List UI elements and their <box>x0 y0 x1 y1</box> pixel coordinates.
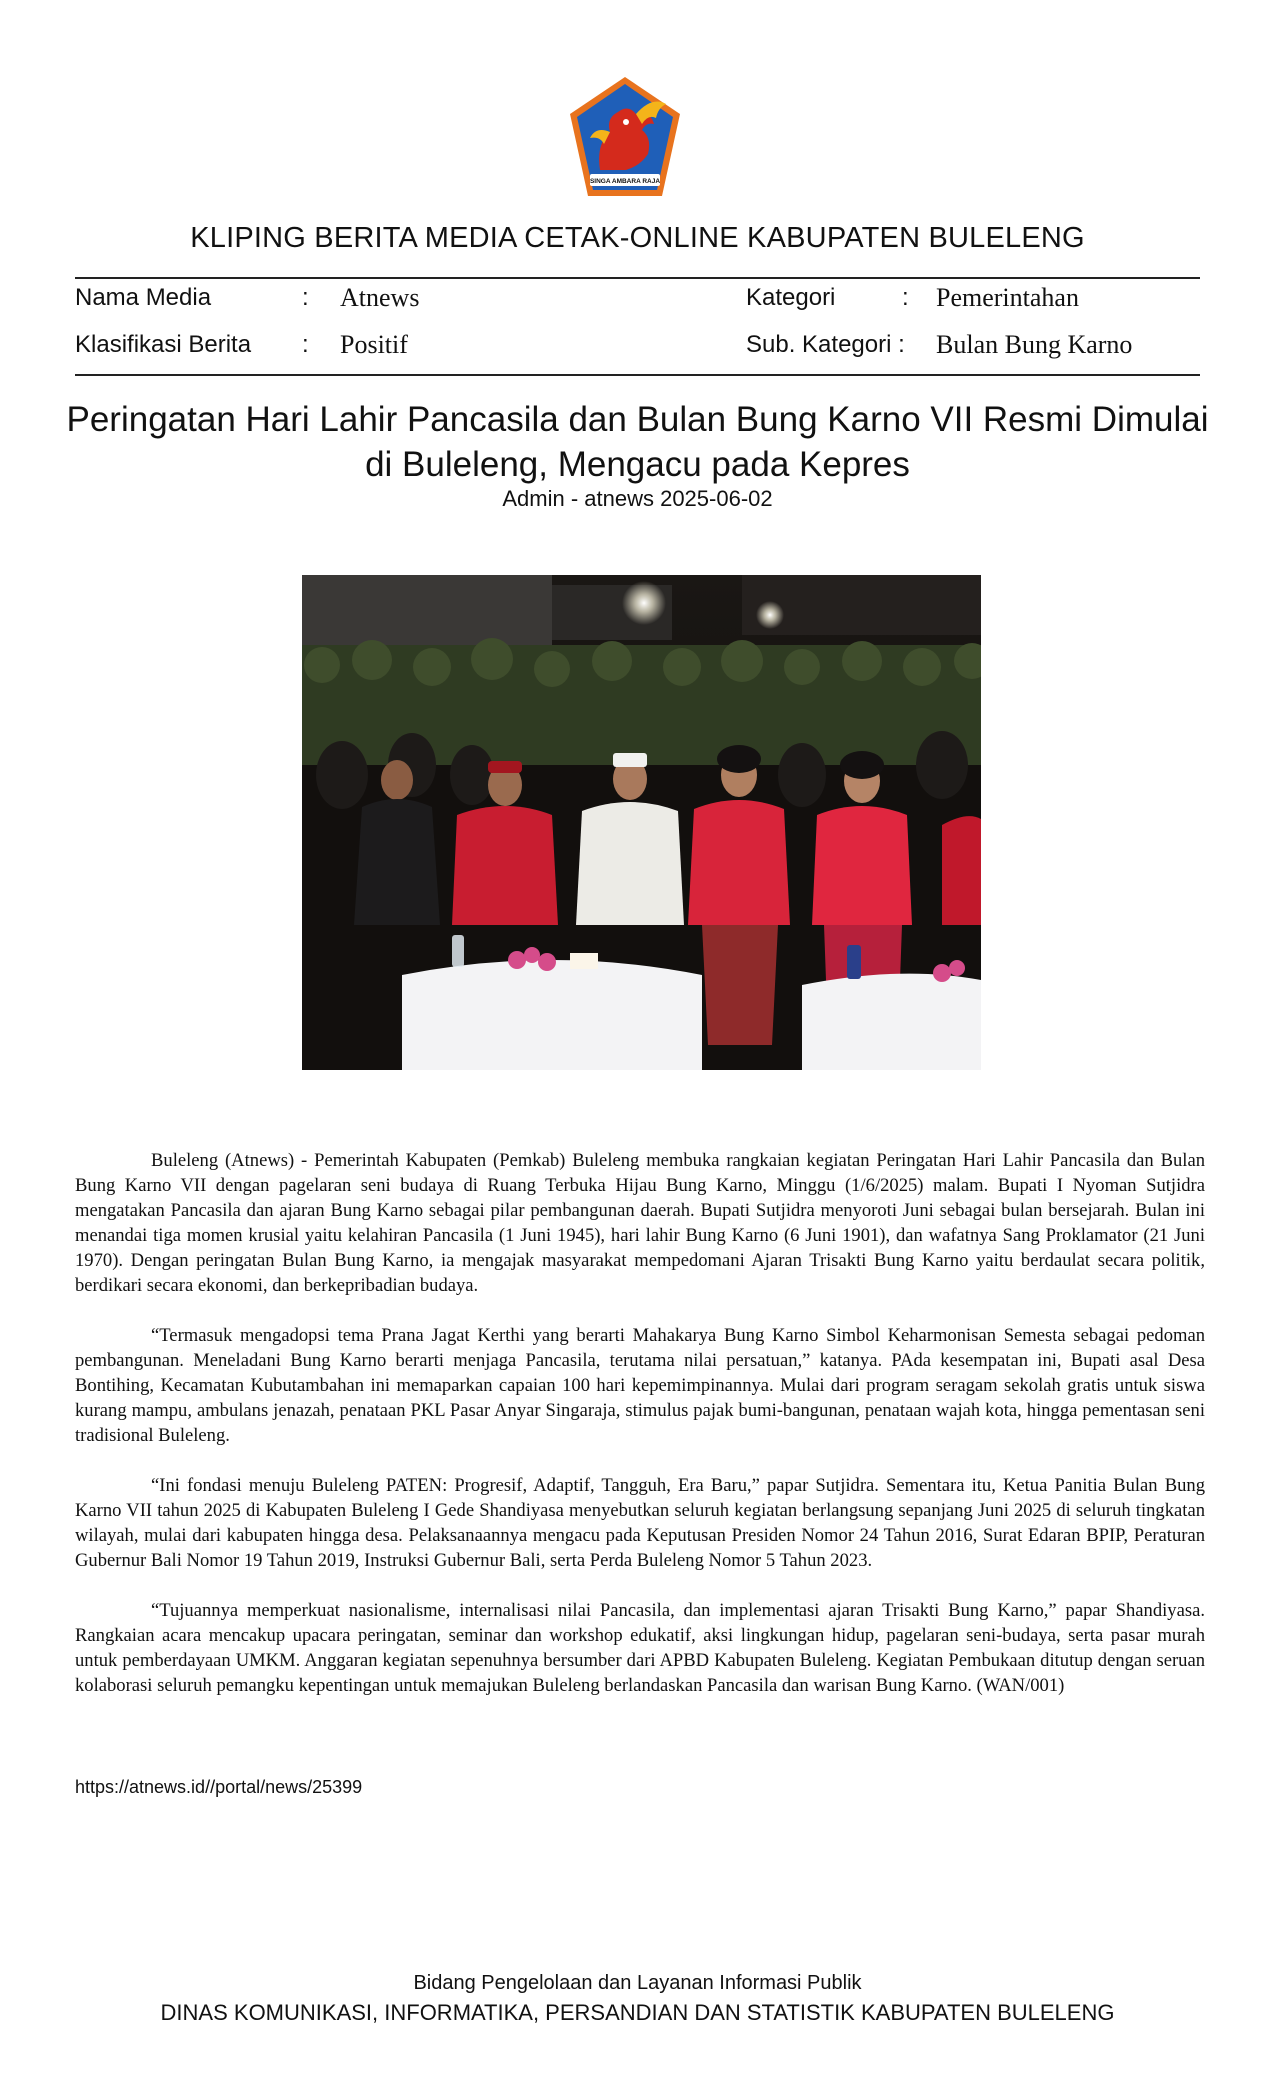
classification-label: Klasifikasi Berita <box>75 331 252 358</box>
media-label: Nama Media <box>75 284 212 311</box>
media-colon: : <box>302 284 309 311</box>
footer-department: Bidang Pengelolaan dan Layanan Informasi Publik <box>413 1972 862 1994</box>
bottom-divider <box>75 374 1200 376</box>
category-value: Pemerintahan <box>936 283 1079 312</box>
article-paragraph: “Termasuk mengadopsi tema Prana Jagat Kerthi yang berarti Mahakarya Bung Karno Simbol Keharmonisan Semesta sebagai pedoman pembangunan. Meneladani Bung Karno berarti menjaga Pancasila, terutama nilai persatuan,” katanya. PAda kesempatan ini, Bupati asal Desa Bontihing, Kecamatan Kubutambahan ini memaparkan capaian 100 hari kepemimpinannya. Mulai dari program seragam sekolah gratis untuk siswa kurang mampu, ambulans jenazah, penataan PKL Pasar Anyar Singaraja, stimulus pajak bumi-bangunan, penataan wajah kota, hingga pementasan seni tradisional Buleleng. <box>75 1325 1205 1446</box>
subcategory-value: Bulan Bung Karno <box>936 330 1133 359</box>
category-colon: : <box>902 284 909 311</box>
footer-agency: DINAS KOMUNIKASI, INFORMATIKA, PERSANDIAN DAN STATISTIK KABUPATEN BULELENG <box>160 2000 1115 2025</box>
headline-line-2: di Buleleng, Mengacu pada Kepres <box>365 445 910 484</box>
article-headline <box>60 397 1215 487</box>
article-body <box>75 1148 1205 1723</box>
regency-crest-icon <box>566 74 684 200</box>
classification-colon: : <box>302 331 309 358</box>
media-value: Atnews <box>340 283 420 312</box>
subcategory-label: Sub. Kategori : <box>746 331 905 358</box>
article-photo <box>302 575 981 1070</box>
article-paragraph: “Ini fondasi menuju Buleleng PATEN: Progresif, Adaptif, Tangguh, Era Baru,” papar Sutjidra. Sementara itu, Ketua Panitia Bulan Bung Karno VII tahun 2025 di Kabupaten Buleleng I Gede Shandiyasa menyebutkan seluruh kegiatan berlangsung sepanjang Juni 2025 di seluruh tingkatan wilayah, mulai dari kabupaten hingga desa. Pelaksanaannya mengacu pada Keputusan Presiden Nomor 24 Tahun 2016, Surat Edaran BPIP, Peraturan Gubernur Bali Nomor 19 Tahun 2019, Instruksi Gubernur Bali, serta Perda Buleleng Nomor 5 Tahun 2023. <box>75 1475 1205 1571</box>
top-divider <box>75 277 1200 279</box>
classification-value: Positif <box>340 330 408 359</box>
category-label: Kategori <box>746 284 836 311</box>
logo-motto: SINGA AMBARA RAJA <box>589 178 661 185</box>
article-paragraph: “Tujuannya memperkuat nasionalisme, internalisasi nilai Pancasila, dan implementasi ajaran Trisakti Bung Karno,” papar Shandiyasa. Rangkaian acara mencakup upacara peringatan, seminar dan workshop edukatif, aksi lingkungan hidup, pagelaran seni-budaya, serta pasar murah untuk pemberdayaan UMKM. Anggaran kegiatan sepenuhnya bersumber dari APBD Kabupaten Buleleng. Kegiatan Pembukaan ditutup dengan seruan kolaborasi seluruh pemangku kepentingan untuk memajukan Buleleng berlandaskan Pancasila dan warisan Bung Karno. (WAN/001) <box>75 1600 1205 1696</box>
article-paragraph: Buleleng (Atnews) - Pemerintah Kabupaten (Pemkab) Buleleng membuka rangkaian kegiatan Peringatan Hari Lahir Pancasila dan Bulan Bung Karno VII dengan pagelaran seni budaya di Ruang Terbuka Hijau Bung Karno, Minggu (1/6/2025) malam. Bupati I Nyoman Sutjidra mengatakan Pancasila dan ajaran Bung Karno sebagai pilar pembangunan daerah. Bupati Sutjidra menyoroti Juni sebagai bulan bersejarah. Bulan ini menandai tiga momen krusial yaitu kelahiran Pancasila (1 Juni 1945), hari lahir Bung Karno (6 Juni 1901), dan wafatnya Sang Proklamator (21 Juni 1970). Dengan peringatan Bulan Bung Karno, ia mengajak masyarakat mempedomani Ajaran Trisakti Bung Karno yaitu berdaulat secara politik, berdikari secara ekonomi, dan berkepribadian budaya. <box>75 1150 1205 1296</box>
document-title: KLIPING BERITA MEDIA CETAK-ONLINE KABUPATEN BULELENG <box>190 222 1085 254</box>
article-byline: Admin - atnews 2025-06-02 <box>502 486 773 511</box>
source-url[interactable]: https://atnews.id//portal/news/25399 <box>75 1777 363 1797</box>
headline-line-1: Peringatan Hari Lahir Pancasila dan Bulan Bung Karno VII Resmi Dimulai <box>66 400 1209 439</box>
